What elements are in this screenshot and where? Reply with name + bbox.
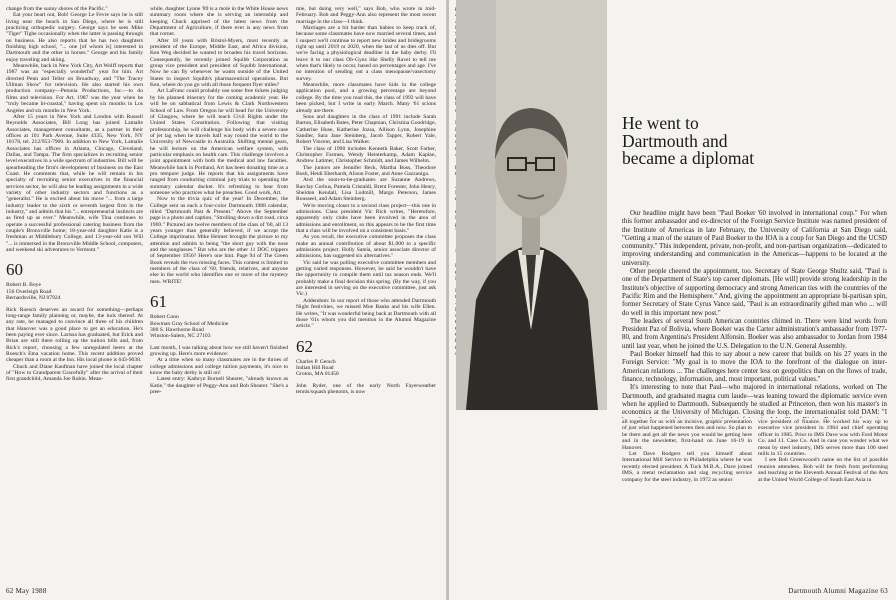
column-2 (150, 6, 288, 586)
paragraph: Chuck and Diane Kaufman have joined the local chapter of "How to Grandparent Gracefully" after the arrival of their first grandchild, Amanda Joe Rubin. Mean- (6, 363, 143, 383)
paragraph: The juniors are Jennifer Beck, Martha Boss, Theodore Bush, Heidi Eberhardt, Alison Foster, and Anne Gazzaniga. (296, 164, 436, 177)
address-line: 156 Overleigh Road (6, 288, 52, 295)
feature-headline: He went to Dartmouth and became a diplomat (622, 113, 755, 168)
left-page (0, 0, 447, 600)
column-1 (6, 6, 143, 586)
paragraph: Other people cheered the appointment, too. Secretary of State George Shultz said, "Paul is one of the Department of State's top career diplomats. [He will] provide strong leadership in the Institute's objective of supporting democracy and strong American ties with the countries of the Pacific Rim and the Hemisphere." And, giving the appointment an appropriate bi-partisan spin, former Secretary of State Cyrus Vance said, "Paul is an extraordinarily gifted man who ... will do well in this important new post." (622, 268, 887, 317)
paragraph: Meanwhile, more classmates have kids in the college application pool, and a growing percentage are beyond college. By the time you read this, the class of 1992 will have been picked, but I write in early March. Many '61 scions already are there. (296, 82, 436, 114)
address-line: 300 S. Hawthorne Road (150, 326, 204, 333)
class-secretary-address (296, 359, 436, 378)
paragraph: Now to the trivia quiz of the year! In December, the College sent us each a four-color Dartmouth 1988 calendar, titled "Dartmouth Past & Present." Above the September page is a photo and caption, "Strolling down a dirt road, circa 1969." Pictured are twelve members of the class of '60, all 13 years younger than generally believed, if we accept the College imprimatur. Mike Heimer brought the picture to my attention and admits to being "the short guy with the nose and the sunglasses." But who are the other 11 DOC trippers of September 1956? Here's one hint. Page 94 of The Green Book reveals the two missing faces. This contest is limited to members of the class of '60, friends, relatives, and anyone else in the world who identifies one or more of the mystery men. WRITE! (150, 196, 288, 285)
paragraph: I see Bob Greenwood's name on the list of possible reunion attendees. Bob will be fresh from performing and teaching at the Eleventh Annual Festival of the Arts at the United World College of South East Asia in (758, 457, 888, 483)
paragraph: We're moving closer to a second class project—this one in admissions. Class president Vic Rich writes, "Heretofore, apparently only clubs have been involved in the area of admissions and enrollment, so this appears to be the first time that a class will be involved on a consistent basis." (296, 202, 436, 235)
paragraph: mie, but doing very well," says Bob, who wrote in mid-February. Bob and Peggy-Ann also represent the most recent marriage in the class—I think. (296, 6, 436, 25)
portrait-illustration (456, 0, 607, 410)
paragraph: After 15 years in New York and London with Russell Reynolds Associates, Bill Long has joined Lamalie Associates, management consultants, as a partner in their offices at 101 Park Avenue, Suite 4335, New York, NY 10178, tel. 212/953-7900. In addition to New York, Lamalie Associates has offices in Atlanta, Chicago, Cleveland, Dallas, and Tampa. The firm specializes in recruiting senior level executives in a wide spectrum of industries. Bill will be spearheading the firm's development of business on the East Coast. He comments that, while he will remain in his specialty of recruiting senior executives in the financial services sector, he will also be leading assignments in a wide variety of other industry sectors and functions as a "generalist." He is excited about his move "... from a large industry leader to the sixth or seventh largest firm in the industry," and admits that his "... entrepreneurial instincts are as fired up as ever." Meanwhile, wife Tina continues to operate a successful professional catering business from the couple's Bronxville home; 18-year-old daughter Katie is a freshman at Middlebury College, and 13-year-old son Will "... is immersed in the Bronxville Middle School, computers, and weekend ski adventures to Vermont." (6, 113, 143, 254)
paragraph: Marriages are a bit harder than babies to keep track of, because some classmates have now married several times, and I suspect we'll continue to report new brides and bridegrooms right up until 2019 or 2020, when the last of us dies off. But we're facing a physiological deadline in the baby derby. I'll leave it to our class Ob-Gyns like Shelly Ravel to tell me when that's likely to occur, based on percentages and age. I've no intention of sending out a class menopause/vasectomy survey. (296, 25, 436, 82)
paragraph: vice president of finance. He worked his way up to executive vice president in 1984 and chief operating officer in 1985. Prior to IMS Dave was with Ford Motor Co. and J.I. Case Co. And in case you wonder what we mean by steel industry, IMS serves more than 100 steel mills in 15 countries. (758, 419, 888, 458)
feature-article (622, 210, 887, 418)
class-year-heading: 62 (296, 336, 313, 356)
paragraph: The leaders of several South American countries chimed in. There were kind words from President Paz of Bolivia, where Boeker was the Carter administration's ambassador from 1977-80, and from Argentina's President Alfonsin. Boeker was also ambassador to Jordan from 1984 until last year, when he joined the U.S. Delegation to the U.N. General Assembly. (622, 317, 887, 350)
class-year-heading: 61 (150, 292, 167, 312)
paragraph: At a time when so many classmates are in the throes of college admissions and college tuition payments, it's nice to know the baby derby is still on! (150, 357, 288, 377)
paragraph: Eat your heart out, Bob! George Le Fevre says he is still living near the beach in San Diego, where he is still practicing orthopedic surgery. George says he sees Mike "Tiger" Tighe occasionally when the latter is passing through on business. He also reports that he has two daughters finishing high school, "... one [of whom is] interested in Dartmouth and the other in horses." George and his family enjoy traveling and skiing. (6, 12, 143, 63)
paragraph: And the soon-to-be-graduates are Suzanne Andrews, Barclay Corbus, Pamela Cristaldi, Brent Forester, John Henry, Sheldon Kendall, Lisa Lodmill, Margo Peterson, James Rousseel, and Adam Steinberg. (296, 177, 436, 203)
paragraph: all together for us with an incisive, graphic presentation of just what happened between then and now. So plan to be there and get all the news you would be getting here and in the newsletter, first-hand on June 16-19 in Hanover. (622, 419, 752, 451)
paragraph: Last month, I was talking about how we still haven't finished growing up. Here's more evidence: (150, 344, 288, 358)
column-6 (758, 419, 888, 581)
paragraph: Meanwhile, back in New York City, Art Wolff reports that 1987 was an "especially wonderful" year for him. Art directed Penn and Teller on Broadway, and "The Tracey Ullman Show" for television. He also started his own production company—Petunia Productions, Inc.—to do films and television. For Art, 1987 was the year when he "truly became bi-coastal," having spent six months in Los Angeles and six months in New York. (6, 63, 143, 114)
portrait-photo (456, 0, 607, 410)
paragraph: John Ryder, one of the early North Fayerweather tennis/squash phenoms, is now (296, 382, 436, 396)
address-line: Indian Hill Road (296, 364, 334, 371)
class-secretary-address (150, 314, 288, 340)
address-line: Winston-Salem, NC 27103 (150, 333, 211, 340)
paragraph: It's interesting to note that Paul—who majored in international relations, worked on The Dartmouth, and graduated magna cum laude—was leaning toward the diplomatic service even when he applied to Dartmouth. Subsequently he studied at Princeton, then won his master's in economics at the University of Michigan. Closing the loop, the internationalist told DAM: "I (622, 384, 887, 417)
address-line: Robert B. Boye (6, 282, 41, 289)
paragraph: Sons and daughters in the class of 1991 include Sarah Barton, Elisabeth Bates, Peter Chapman, Christina Goodridge, Catherine Huse, Katherine Jozsa, Allison Lynn, Josephine Sandler, Sara Jane Steinberg, Jacob Tapper, Robert Yale, Robert Vincent, and Lisa Walker. (296, 113, 436, 146)
paragraph: Vic said he was polling executive committee members and getting varied responses. However, he said he wouldn't have the opportunity to compile them until tax season ends. We'll probably make a final decision this spring. (By the way, if you are interested in serving on the executive committee, just ask Vic.) (296, 259, 436, 298)
paragraph: Let Dave Rodgers tell you himself about International Mill Service in Philadelphia where he was recently elected president. A Tuck M.B.A., Dave joined IMS, a metal reclamation and slag recycling service company for the steel industry, in 1972 as senior (622, 451, 752, 483)
paragraph: The class of 1990 includes Kenneth Baker, Scott Farber, Christopher Farmen, Wendy Heinterkamp, Adam Kaplan, Andrew Latimer, Christopher Schmidt, and James Wilhelm. (296, 145, 436, 165)
address-line: Bernardsville, NJ 07924 (6, 295, 61, 302)
column-5 (622, 419, 752, 581)
paragraph: Latest entry: Kathryn Burnell Shearer, "already known as Katie," the daughter of Peggy-Ann and Bob Shearer. "She's a pree- (150, 376, 288, 396)
class-secretary-address (6, 282, 143, 301)
address-line: Robert Conn (150, 314, 179, 321)
class-year-heading: 60 (6, 260, 23, 280)
paragraph: Our headline might have been "Paul Boeker '60 involved in international coup." For when this former ambassador and ex-director of the Foreign Service Institute was named president of the Institute of Americas in late February, the University of California at San Diego said, "Getting a man of the stature of Paul Boeker to the IOA is a coup for San Diego and the UCSD community." This independent, private, non-profit, and non-partisan organization—dedicated to improving understanding and communication in the Americas—happens to be located at the university. (622, 210, 887, 267)
paragraph: while, daughter Lynne '89 is a mole in the White House news summary room where she is serving an internship and keeping Chuck apprised of the latest news from the Department of Agriculture, if there ever is any news from that corner. (150, 6, 288, 38)
address-line: Charles P. Gersch (296, 358, 336, 365)
address-line: Bowman Gray School of Medicine (150, 320, 229, 327)
paragraph: As you recall, the executive committee proposes the class make an annual contribution of about $1,000 to a specific admissions project. Holly Sateia, senior associate director of admissions, has suggested six alternatives." (296, 234, 436, 260)
paragraph: change from the sunny shores of the Pacific." (6, 6, 108, 12)
paragraph: Art LaFranc could probably use some free tickets judging by his planned itinerary for the coming academic year. He will be on sabbatical from Lewis & Clark Northwestern School of Law. From Oregon he will head for the University of Glasgow, where he will teach Civil Rights under the United States Constitution. Following that visiting professorship, he will challenge his body with a severe case of jet lag when he travels half way round the world to the University of Newcastle in Australia. Shifting mental gears, he will lecture on the American welfare system, with particular emphasis on health care. This challenge involves a joint appointment with both the medical and law faculties. Meanwhile back in Portland, Art has been donating time as a pro tempore judge. He reports that his assignments have ranged from conducting criminal jury trials to operating the summary calendar docket. It's refreshing to hear from someone who practices what he preaches. Good work, Art. (150, 88, 288, 196)
paragraph: Paul Boeker himself had this to say about a new career that builds on his 27 years in the Foreign Service: "My goal is to move the IOA to the forefront of the dialogue on inter-American relations ... The challenges here center less on geopolitics than on the flows of trade, finance, technology, information, and, most important, political values." (622, 351, 887, 383)
right-folio: Dartmouth Alumni Magazine 63 (788, 587, 888, 595)
paragraph: Addendum: In our report of those who attended Dartmouth Night festivities, we missed Moe Banks and his wife Ellen. He writes, "It was wonderful being back at Dartmouth with all those '61s whom you did mention in the Alumni Magazine article." (296, 297, 436, 330)
paragraph: Rick Roesch deserves an award for something—perhaps long-range family planning or, maybe, the luck thereof. At any rate, he managed to convince all three of his children that Hanover was a good place to get an education. He's been paying ever since. Larissa has graduated, but Erick and Brian are still there rolling up the tuition bills and, from Rick's report, choosing a few unregulated beers at the Roesch's Etna vacation home. This recent addition proved cheaper than a room at the Inn. His local phone is 643-9038. (6, 306, 143, 364)
paragraph: After 18 years with Bristol-Myers, most recently as president of the Europe, Middle East, and Africa division, Ken Weg decided he wanted to broaden his travel horizons. Consequently, he recently joined Squibb Corporation as group vice president and president of Squibb International. Now he can fly whenever he wants outside of the United States to inspect Squibb's pharmaceutical operations. But Ken, where do you go with all those frequent flyer miles? (150, 37, 288, 89)
column-3 (296, 6, 436, 586)
address-line: Groton, MA 01450 (296, 371, 339, 378)
left-folio: 62 May 1988 (6, 587, 47, 595)
